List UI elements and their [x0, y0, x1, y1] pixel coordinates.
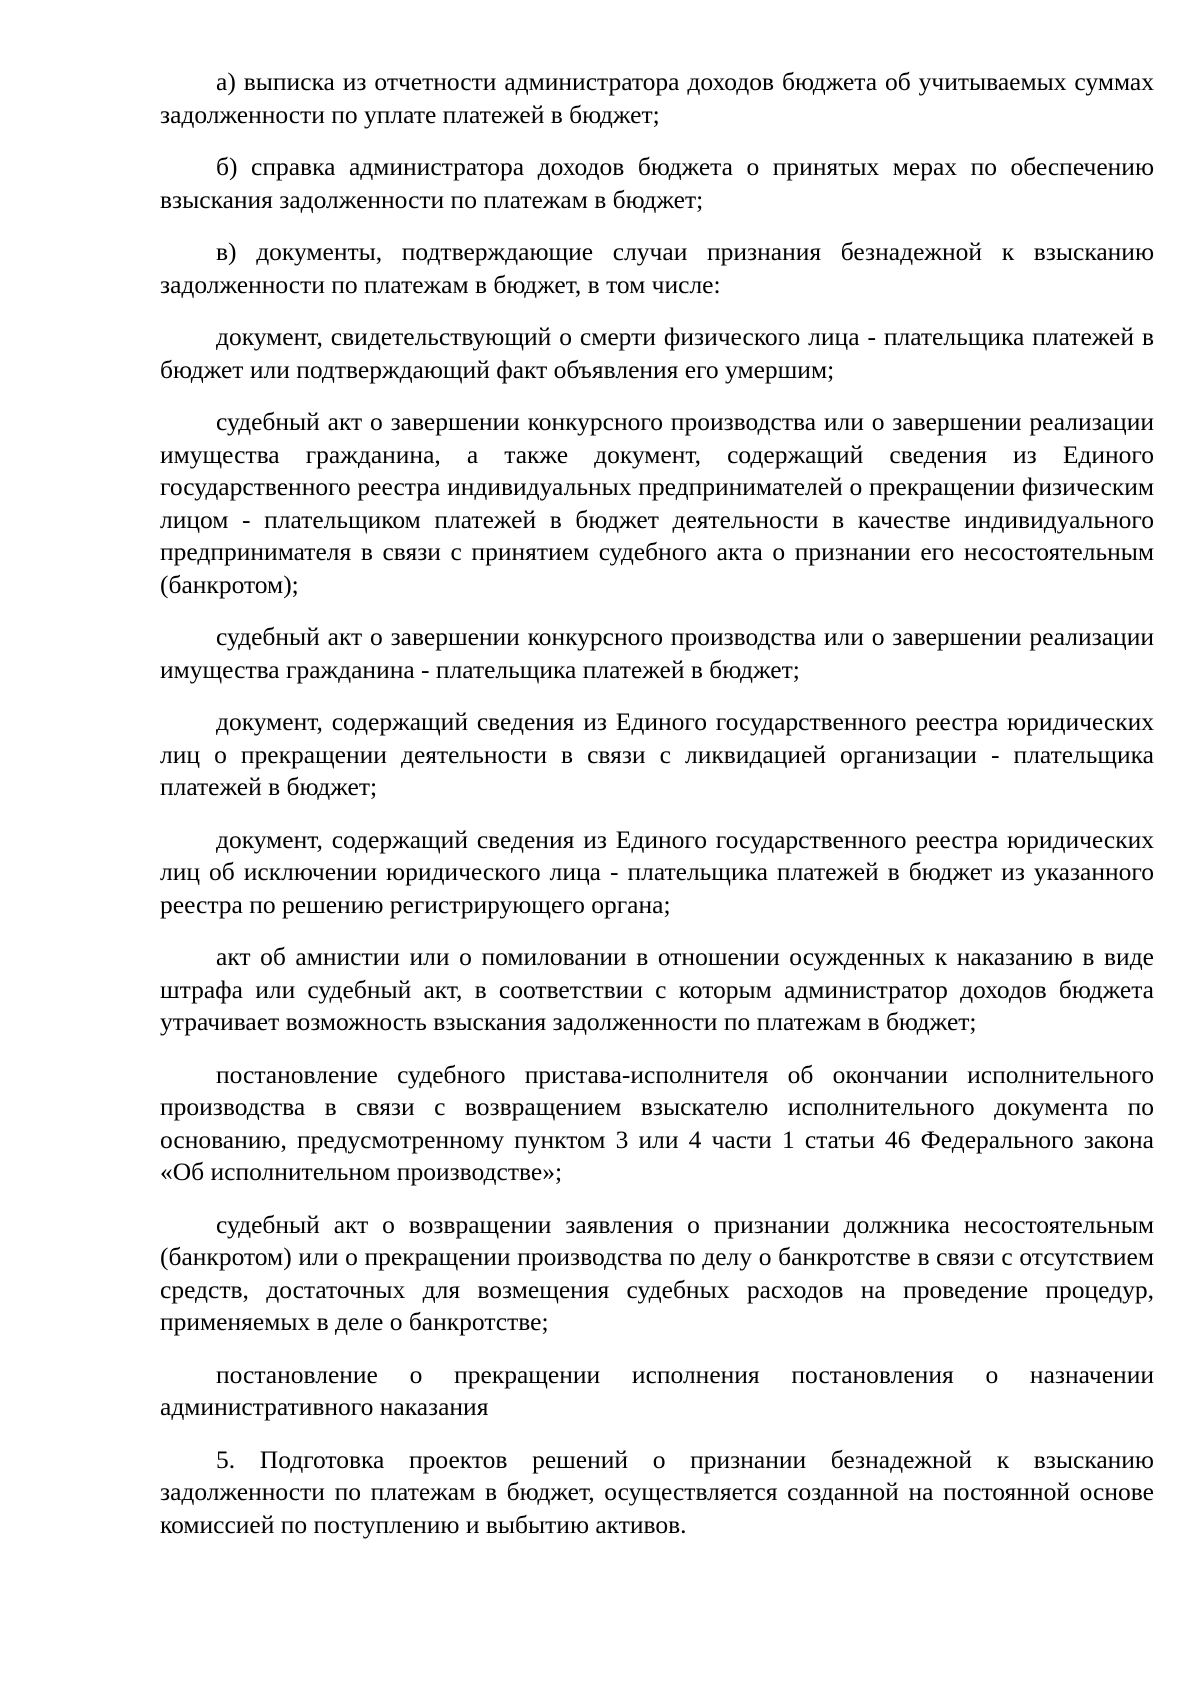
paragraph-bankruptcy-ip: судебный акт о завершении конкурсного производства или о завершении реализации имущества гражданина, а также документ, содержащий сведения из Единого государственного реестра индивидуальных предпринимателей о прекращении физическим лицом - плательщиком платежей в бюджет деятельности в качестве индивидуального предпринимателя в связи с принятием судебного акта о признании его несостоятельным (банкротом); — [160, 407, 1154, 599]
paragraph-bankruptcy-citizen: судебный акт о завершении конкурсного производства или о завершении реализации имущества гражданина - плательщика платежей в бюджет; — [160, 622, 1154, 684]
paragraph-liquidation: документ, содержащий сведения из Единого государственного реестра юридических лиц о прекращении деятельности в связи с ликвидацией организации - плательщика платежей в бюджет; — [160, 707, 1154, 801]
paragraph-bailiff: постановление судебного пристава-исполнителя об окончании исполнительного производства в связи с возвращением взыскателю исполнительного документа по основанию, предусмотренному пунктом 3 или 4 части 1 статьи 46 Федерального закона «Об исполнительном производстве»; — [160, 1059, 1154, 1186]
paragraph-amnesty: акт об амнистии или о помиловании в отношении осужденных к наказанию в виде штрафа или судебный акт, в соответствии с которым администратор доходов бюджета утрачивает возможность взыскания задолженности по платежам в бюджет; — [160, 942, 1154, 1036]
paragraph-b: б) справка администратора доходов бюджета о принятых мерах по обеспечению взыскания задолженности по платежам в бюджет; — [160, 152, 1154, 214]
paragraph-a: а) выписка из отчетности администратора доходов бюджета об учитываемых суммах задолженности по уплате платежей в бюджет; — [160, 67, 1154, 129]
paragraph-item-5: 5. Подготовка проектов решений о признании безнадежной к взысканию задолженности по платежам в бюджет, осуществляется созданной на постоянной основе комиссией по поступлению и выбытию активов. — [160, 1444, 1154, 1539]
paragraph-death-document: документ, свидетельствующий о смерти физического лица - плательщика платежей в бюджет или подтверждающий факт объявления его умершим; — [160, 322, 1154, 384]
paragraph-exclusion: документ, содержащий сведения из Единого государственного реестра юридических лиц об исключении юридического лица - плательщика платежей в бюджет из указанного реестра по решению регистрирующего органа; — [160, 824, 1154, 919]
document-body — [160, 66, 1154, 1561]
paragraph-v: в) документы, подтверждающие случаи признания безнадежной к взысканию задолженности по платежам в бюджет, в том числе: — [160, 237, 1154, 299]
paragraph-termination: постановление о прекращении исполнения постановления о назначении административного наказания — [160, 1359, 1154, 1421]
paragraph-return-application: судебный акт о возвращении заявления о признании должника несостоятельным (банкротом) или о прекращении производства по делу о банкротстве в связи с отсутствием средств, достаточных для возмещения судебных расходов на проведение процедур, применяемых в деле о банкротстве; — [160, 1209, 1154, 1336]
